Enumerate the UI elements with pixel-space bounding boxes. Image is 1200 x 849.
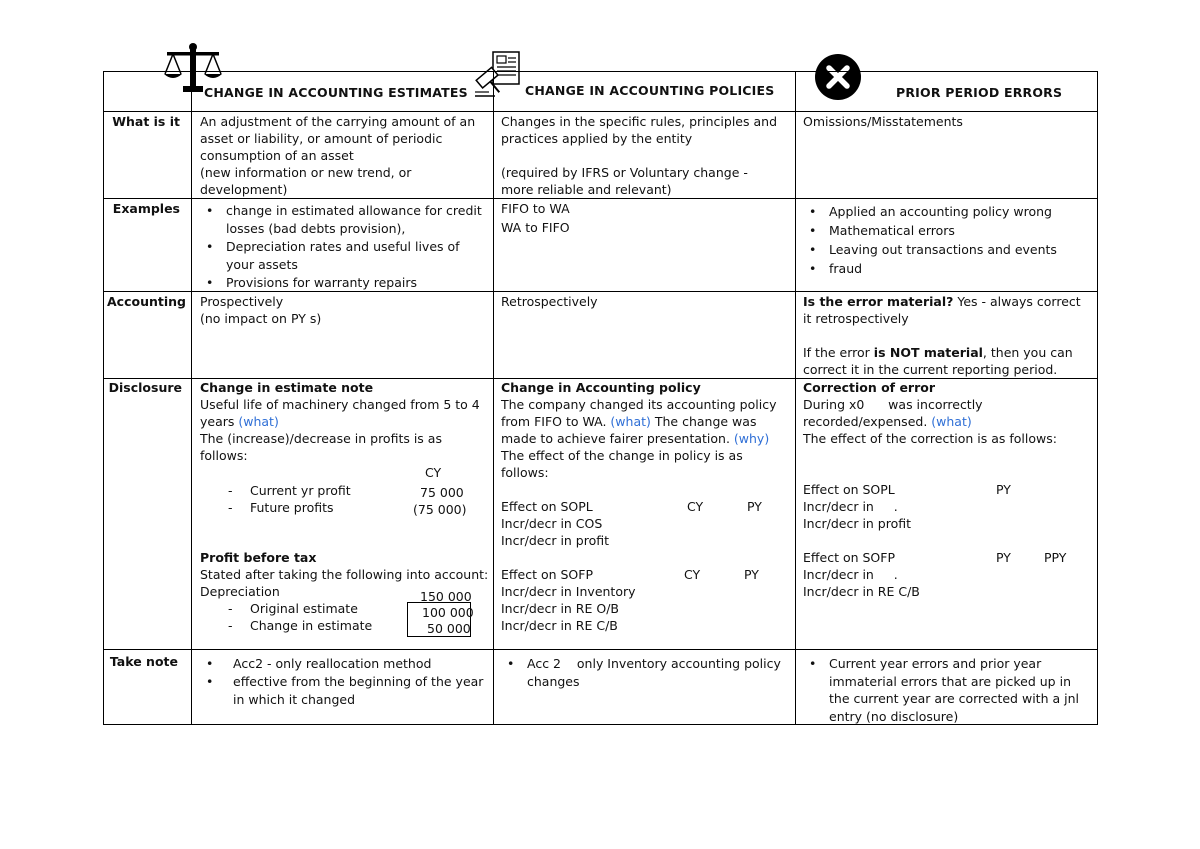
comparison-table [103,71,1098,725]
disclosure-est-items [200,482,470,516]
row-label-takenote: Take note [109,654,178,669]
row-label-what: What is it [112,114,180,129]
list-item: • Applied an accounting policy wrong [803,202,1093,221]
header-policies: CHANGE IN ACCOUNTING POLICIES [525,83,775,98]
row-label-examples: Examples [112,201,180,216]
list-item: - Change in estimate [200,617,400,634]
list-item: • change in estimated allowance for credit losses (bad debts provision), [200,202,490,238]
list-item: • Current year errors and prior year immaterial errors that are picked up in the current year are corrected with a jnl entry (no disclosure) [803,655,1095,725]
pol-sofp-py: PY [744,567,759,582]
accounting-errors: Is the error material? Yes - always correct it retrospectively If the error is NOT material, then you can correct it in the current reporting period. [803,294,1081,377]
list-item: • Acc2 - only reallocation method [200,655,492,673]
list-item: • Mathematical errors [803,221,1093,240]
row-label-disclosure: Disclosure [108,380,182,395]
examples-errors [803,202,1093,278]
what-errors: Omissions/Misstatements [803,114,963,129]
row-label-accounting: Accounting [107,294,186,309]
header-estimates: CHANGE IN ACCOUNTING ESTIMATES [204,85,468,100]
err-sopl-py: PY [996,482,1011,497]
disclosure-est-dep-value: 150 000 [420,589,472,604]
list-item: - Current yr profit 75 000 [200,482,470,499]
pol-sofp-cy: CY [684,567,701,582]
list-item: • Depreciation rates and useful lives of your assets [200,238,490,274]
err-sofp-py: PY [996,550,1011,565]
what-estimates: An adjustment of the carrying amount of an asset or liability, or amount of periodic consumption of an asset (new information or new trend, or development) [200,114,476,197]
disclosure-est-pbt: Profit before tax Stated after taking the following into account: Depreciation [200,550,489,599]
disclosure-est-cy: CY [425,465,442,480]
header-errors: PRIOR PERIOD ERRORS [896,85,1063,100]
err-sofp-ppy: PPY [1044,550,1067,565]
pol-sopl-py: PY [747,499,762,514]
takenote-policies [501,655,793,691]
list-item: • Acc 2 only Inventory accounting policy changes [501,655,793,691]
takenote-errors [803,655,1095,725]
list-item: • fraud [803,259,1093,278]
examples-estimates [200,202,490,292]
what-policies: Changes in the specific rules, principles and practices applied by the entity (required by IFRS or Voluntary change - more reliable and relevant) [501,114,778,197]
list-item: • effective from the beginning of the year in which it changed [200,673,492,709]
accounting-policies: Retrospectively [501,294,598,309]
examples-policies: FIFO to WA WA to FIFO [501,201,570,235]
list-item: - Future profits (75 000) [200,499,470,516]
disclosure-est-dep-items [200,600,400,634]
disclosure-estimates: Change in estimate note Useful life of machinery changed from 5 to 4 years (what) The (increase)/decrease in profits is as follows: [200,380,480,463]
accounting-estimates: Prospectively (no impact on PY s) [200,294,322,326]
pol-sopl-cy: CY [687,499,704,514]
list-item: - Original estimate [200,600,400,617]
dep-original-value: 100 000 [422,605,474,620]
dep-change-value: 50 000 [427,621,471,636]
disclosure-policies: Change in Accounting policy The company changed its accounting policy from FIFO to WA. (what) The change was made to achieve fairer presentation. (why) The effect of the change in policy is as follows: Effect on SOPL Incr/decr in COS Incr/decr in profit Effect on SOFP Incr/decr in Inventory Incr/decr in RE O/B Incr/decr in RE C/B [501,380,777,633]
list-item: • Leaving out transactions and events [803,240,1093,259]
takenote-estimates [200,655,492,709]
list-item: • Provisions for warranty repairs [200,274,490,292]
disclosure-errors: Correction of error During x0 was incorrectly recorded/expensed. (what) The effect of the correction is as follows: Effect on SOPL Incr/decr in . Incr/decr in profit Effect on SOFP Incr/decr in . Incr/decr in RE C/B [803,380,1057,599]
